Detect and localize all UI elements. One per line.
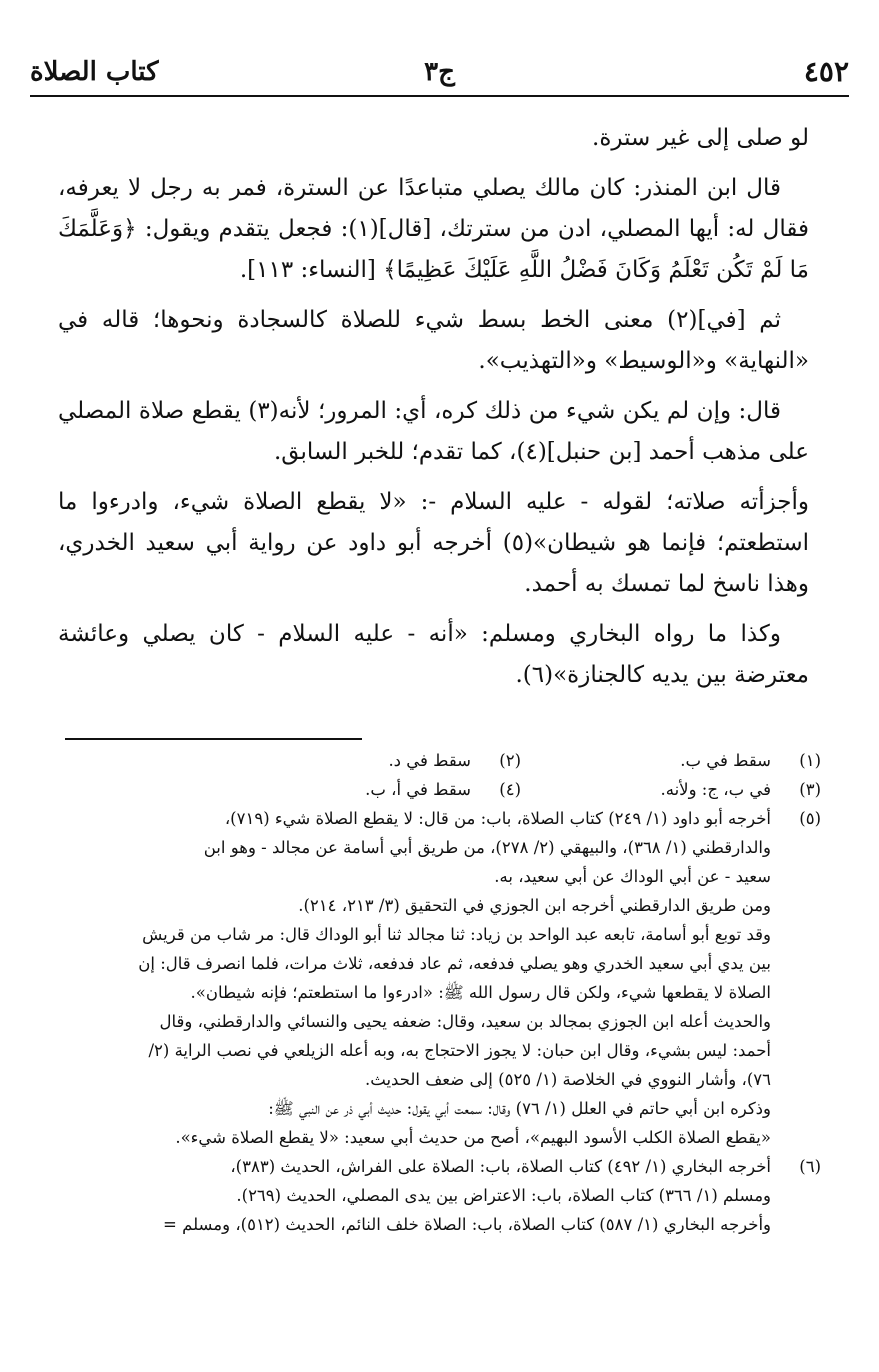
footnote-text: سقط في أ، ب.: [365, 780, 471, 799]
footnote-line: ٧٦)، وأشار النووي في الخلاصة (١/ ٥٢٥) إلى ضعف الحديث.: [365, 1070, 771, 1089]
footnote-separator: [65, 738, 362, 740]
book-title: كتاب الصلاة: [30, 57, 159, 87]
footnote-line: وقد توبع أبو أسامة، تابعه عبد الواحد بن زياد: ثنا مجالد ثنا أبو الوداك قال: مر شاب من قريش: [142, 925, 771, 944]
footnote-line: ومن طريق الدارقطني أخرجه ابن الجوزي في التحقيق (٣/ ٢١٣، ٢١٤).: [298, 896, 771, 915]
footnote-text: سقط في ب.: [680, 751, 771, 770]
footnote-number: (٣): [799, 780, 821, 799]
footnote-number: (٢): [499, 751, 521, 770]
footnote-text: سقط في د.: [388, 751, 471, 770]
paragraph: وأجزأته صلاته؛ لقوله - عليه السلام -: «لا يقطع الصلاة شيء، وادرءوا ما استطعتم؛ فإنما هو شيطان»(٥) أخرجه أبو داود عن رواية أبي سعيد الخدري، وهذا ناسخ لما تمسك به أحمد.: [58, 489, 809, 597]
footnote-text: [38, 804, 771, 1152]
footnote-5: [38, 804, 821, 1152]
footnote-number: (٦): [799, 1157, 821, 1176]
footnote-line: أخرجه أبو داود (١/ ٢٤٩) كتاب الصلاة، باب: من قال: لا يقطع الصلاة شيء (٧١٩)،: [224, 809, 771, 828]
footnotes: [38, 746, 821, 1239]
volume-number: ج٣: [424, 57, 455, 87]
footnote-line: أخرجه البخاري (١/ ٤٩٢) كتاب الصلاة، باب: الصلاة على الفراش، الحديث (٣٨٣)،: [230, 1157, 771, 1176]
footnote-line: أحمد: ليس بشيء، وقال ابن حبان: لا يجوز الاحتجاج به، وبه أعله الزيلعي في نصب الراية (٢/: [148, 1041, 771, 1060]
footnote-number: (١): [799, 751, 821, 770]
footnote-row: [38, 775, 821, 804]
main-text: [58, 118, 809, 705]
paragraph: لو صلى إلى غير سترة.: [592, 125, 809, 151]
footnote: [221, 775, 521, 804]
footnote-number: (٥): [799, 809, 821, 828]
footnote-line: الصلاة لا يقطعها شيء، ولكن قال رسول الله ﷺ: «ادرءوا ما استطعتم؛ فإنه شيطان».: [190, 983, 771, 1002]
footnote: [221, 746, 521, 775]
footnote-line: والدارقطني (١/ ٣٦٨)، والبيهقي (٢/ ٢٧٨)، من طريق أبي أسامة عن مجالد - وهو ابن: [203, 838, 771, 857]
header-rule: [30, 95, 849, 97]
footnote: [521, 775, 821, 804]
footnote-text: [38, 1152, 771, 1239]
footnote-6: [38, 1152, 821, 1239]
footnote-line: وأخرجه البخاري (١/ ٥٨٧) كتاب الصلاة، باب: الصلاة خلف النائم، الحديث (٥١٢)، ومسلم =: [163, 1215, 771, 1234]
footnote: [521, 746, 821, 775]
page-number: ٤٥٢: [803, 55, 849, 88]
paragraph: وكذا ما رواه البخاري ومسلم: «أنه - عليه السلام - كان يصلي وعائشة معترضة بين يديه كالجنازة»(٦).: [58, 621, 809, 688]
footnote-line: وذكره ابن أبي حاتم في العلل (١/ ٧٦) وقال: سمعت أبي يقول: حديث أبي ذر عن النبي ﷺ:: [268, 1099, 771, 1118]
paragraph: قال: وإن لم يكن شيء من ذلك كره، أي: المرور؛ لأنه(٣) يقطع صلاة المصلي على مذهب أحمد [بن حنبل](٤)، كما تقدم؛ للخبر السابق.: [58, 398, 809, 465]
footnote-line: ومسلم (١/ ٣٦٦) كتاب الصلاة، باب: الاعتراض بين يدى المصلي، الحديث (٢٦٩).: [236, 1186, 771, 1205]
paragraph: ثم [في](٢) معنى الخط بسط شيء للصلاة كالسجادة ونحوها؛ قاله في «النهاية» و«الوسيط» و«التهذيب».: [58, 307, 809, 374]
footnote-line: بين يدي أبي سعيد الخدري وهو يصلي فدفعه، ثم عاد فدفعه، ثلاث مرات، فلما انصرف قال: إن: [138, 954, 771, 973]
running-header: [30, 52, 849, 92]
footnote-number: (٤): [499, 780, 521, 799]
footnote-line: «يقطع الصلاة الكلب الأسود البهيم»، أصح من حديث أبي سعيد: «لا يقطع الصلاة شيء».: [175, 1128, 771, 1147]
footnote-line: والحديث أعله ابن الجوزي بمجالد بن سعيد، وقال: ضعفه يحيى والنسائي والدارقطني، وقال: [159, 1012, 771, 1031]
paragraph: قال ابن المنذر: كان مالك يصلي متباعدًا عن السترة، فمر به رجل لا يعرفه، فقال له: أيها المصلي، ادن من سترتك، [قال](١): فجعل يتقدم ويقول: ﴿وَعَلَّمَكَ مَا لَمْ تَكُن تَعْلَمُ وَكَانَ فَضْلُ اللَّهِ عَلَيْكَ عَظِيمًا﴾ [النساء: ١١٣].: [58, 175, 809, 283]
footnote-line: سعيد - عن أبي الوداك عن أبي سعيد، به.: [494, 867, 771, 886]
footnote-text: في ب، ج: ولأنه.: [660, 780, 771, 799]
footnote-row: [38, 746, 821, 775]
